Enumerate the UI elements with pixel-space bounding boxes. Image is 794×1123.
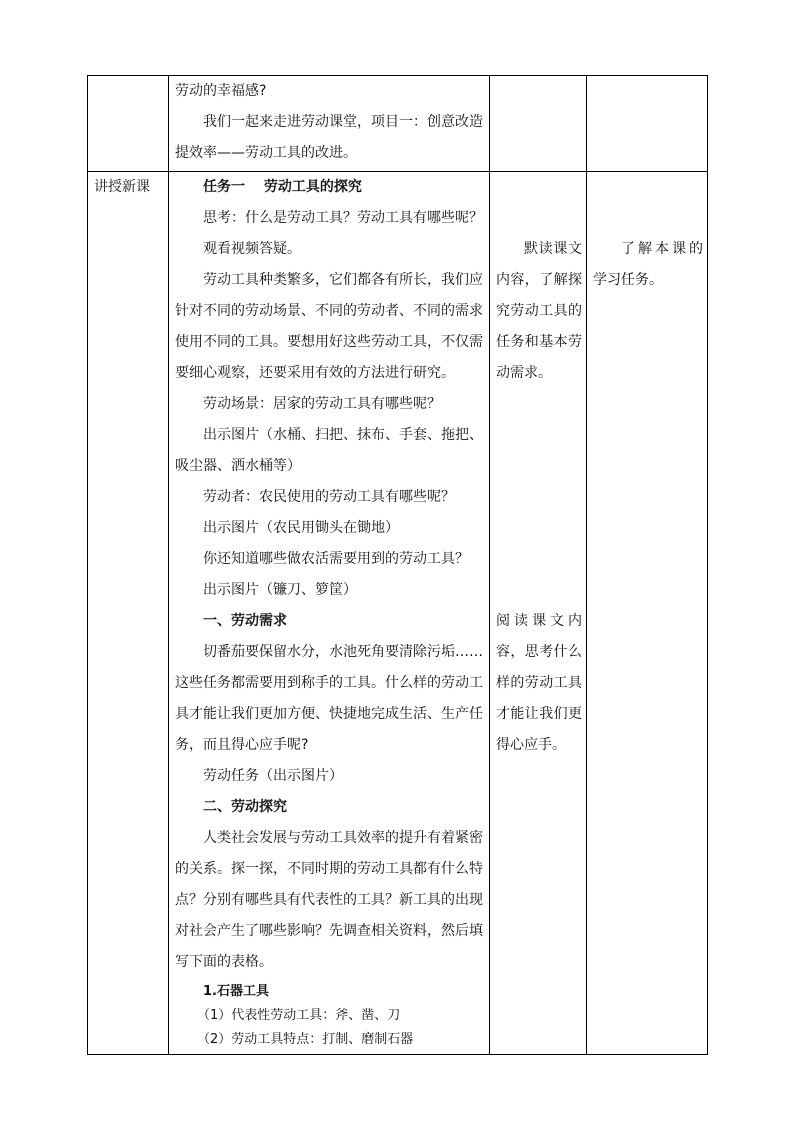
student-activity-cell xyxy=(490,76,587,172)
paragraph: 我们一起来走进劳动课堂，项目一：创意改造提效率——劳动工具的改进。 xyxy=(175,114,483,161)
content-cell xyxy=(169,76,490,172)
table-row xyxy=(88,172,708,1055)
paragraph: 劳动者：农民使用的劳动工具有哪些呢？ xyxy=(203,489,455,505)
stage-cell xyxy=(88,172,169,1055)
subsection-heading: 1.石器工具 xyxy=(203,984,269,999)
list-item: （1）代表性劳动工具：斧、凿、刀 xyxy=(197,1008,401,1023)
paragraph: 劳动任务（出示图片） xyxy=(203,768,343,784)
paragraph: 默读课文内容，了解探究劳动工具的任务和基本劳动需求。 xyxy=(496,241,582,381)
paragraph: 出示图片（水桶、扫把、抹布、手套、拖把、吸尘器、洒水桶等） xyxy=(175,427,483,474)
task-title: 任务一 劳动工具的探究 xyxy=(203,179,362,195)
section-heading: 一、劳动需求 xyxy=(203,613,287,629)
section-heading: 二、劳动探究 xyxy=(203,799,287,815)
content-cell xyxy=(169,172,490,1055)
lesson-plan-table xyxy=(87,75,708,1055)
paragraph: 切番茄要保留水分，水池死角要清除污垢……这些任务都需要用到称手的工具。什么样的劳动工具才能让我们更加方便、快捷地完成生活、生产任务，而且得心应手呢? xyxy=(175,644,483,753)
paragraph: 出示图片（农民用锄头在锄地） xyxy=(203,520,399,536)
paragraph: 出示图片（镰刀、箩筐） xyxy=(203,582,357,598)
paragraph: 思考：什么是劳动工具？劳动工具有哪些呢？ xyxy=(203,210,483,226)
student-activity-cell xyxy=(490,172,587,1055)
paragraph: 人类社会发展与劳动工具效率的提升有着紧密的关系。探一探，不同时期的劳动工具都有什么特点？分别有哪些具有代表性的工具？新工具的出现对社会产生了哪些影响？先调查相关资料，然后填写下面的表格。 xyxy=(175,830,483,970)
table-row xyxy=(88,76,708,172)
paragraph: 观看视频答疑。 xyxy=(203,241,301,257)
design-intent-cell xyxy=(587,76,708,172)
stage-label: 讲授新课 xyxy=(94,179,150,195)
paragraph: 劳动场景：居家的劳动工具有哪些呢？ xyxy=(203,396,441,412)
paragraph: 你还知道哪些做农活需要用到的劳动工具？ xyxy=(203,551,469,567)
stage-cell xyxy=(88,76,169,172)
list-item: （2）劳动工具特点：打制、磨制石器 xyxy=(197,1032,414,1047)
paragraph: 了解本课的学习任务。 xyxy=(593,241,703,288)
paragraph: 劳动的幸福感? xyxy=(175,83,267,99)
paragraph: 劳动工具种类繁多，它们都各有所长，我们应针对不同的劳动场景、不同的劳动者、不同的需求使用不同的工具。要想用好这些劳动工具，不仅需要细心观察，还要采用有效的方法进行研究。 xyxy=(175,272,483,381)
paragraph: 阅读课文内容，思考什么样的劳动工具才能让我们更得心应手。 xyxy=(496,613,582,753)
design-intent-cell xyxy=(587,172,708,1055)
